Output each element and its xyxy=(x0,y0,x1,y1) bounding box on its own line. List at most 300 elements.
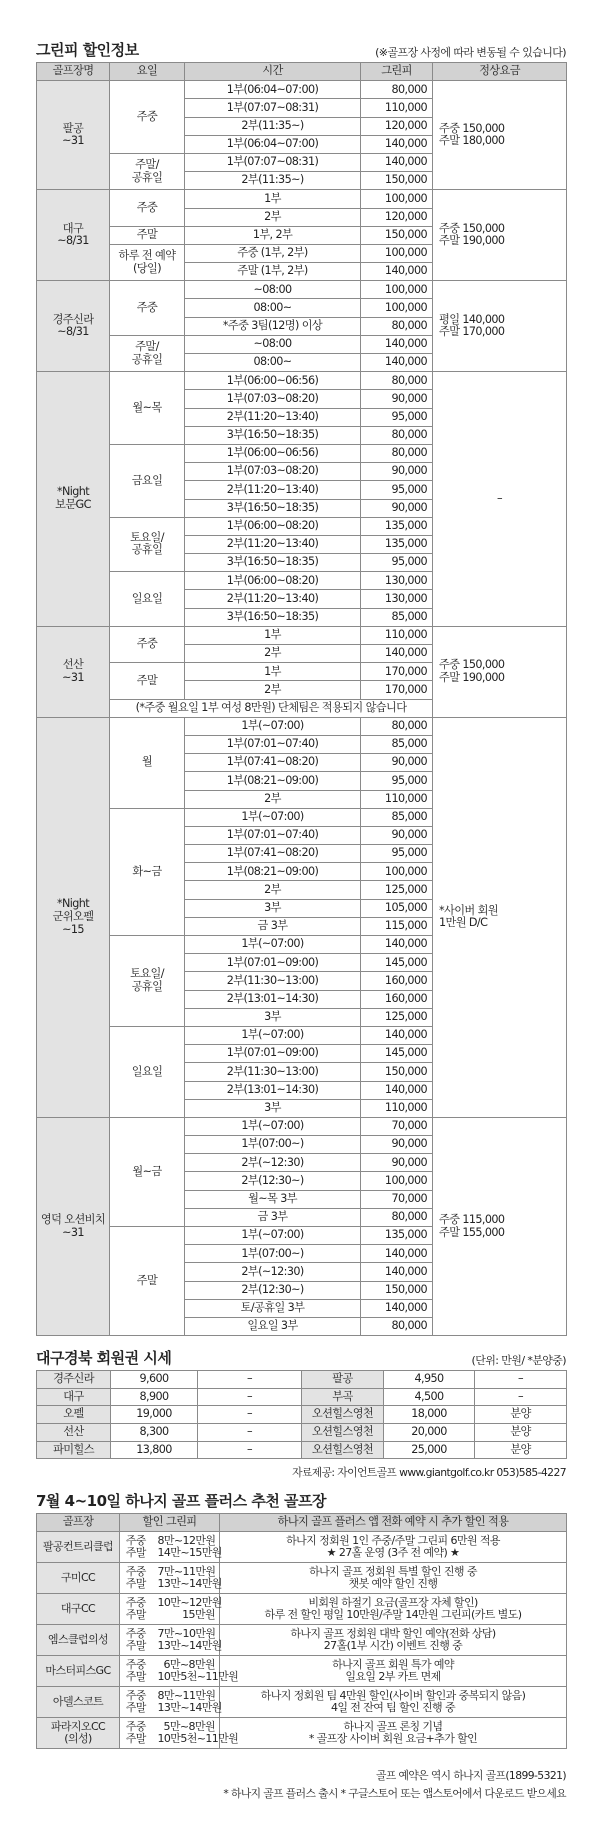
status: 분양 xyxy=(475,1423,567,1441)
day-cell: 하루 전 예약 (당일) xyxy=(110,244,185,280)
day-label: 주중 xyxy=(125,1595,146,1609)
fee-range xyxy=(152,1718,239,1749)
time-cell: 2부(~12:30) xyxy=(185,1263,361,1281)
day-label: 주중 xyxy=(125,1657,146,1671)
fee-cell: 100,000 xyxy=(361,299,433,317)
table-row xyxy=(37,1532,567,1563)
table-row xyxy=(37,1625,567,1656)
table-row xyxy=(37,717,567,735)
club-name: 오펠 xyxy=(37,1406,111,1424)
fee-cell: 90,000 xyxy=(361,390,433,408)
day-label: 주중 xyxy=(125,1564,146,1578)
regular-fee-line: 주말 170,000 xyxy=(439,325,505,339)
benefit-line: 일요일 2부 카트 면제 xyxy=(345,1670,441,1684)
fee-range xyxy=(152,1594,220,1625)
time-cell: 2부(~12:30) xyxy=(185,1154,361,1172)
section1-header xyxy=(36,42,566,60)
time-cell: 2부(11:20~13:40) xyxy=(185,408,361,426)
benefit-line: 하나지 정회원 1인 주중/주말 그린피 6만원 적용 xyxy=(286,1533,500,1547)
fee-cell: 85,000 xyxy=(361,608,433,626)
status: 분양 xyxy=(475,1406,567,1424)
benefit xyxy=(220,1625,567,1656)
time-cell: 2부(11:20~13:40) xyxy=(185,535,361,553)
fee-range xyxy=(152,1687,220,1718)
time-cell: 1부(~07:00) xyxy=(185,1117,361,1135)
regular-fee-line: 주말 155,000 xyxy=(439,1225,505,1239)
time-cell: 1부(06:00~06:56) xyxy=(185,372,361,390)
day-label: 주말 xyxy=(125,1546,146,1560)
day-label: 주중 xyxy=(125,1533,146,1547)
time-cell: 2부 xyxy=(185,681,361,699)
status: – xyxy=(475,1371,567,1389)
fee-range xyxy=(152,1625,220,1656)
fee-cell: 140,000 xyxy=(361,335,433,353)
table-row xyxy=(37,1718,567,1749)
price: 9,600 xyxy=(111,1371,198,1389)
day-cell: 화~금 xyxy=(110,808,185,935)
fee-cell: 140,000 xyxy=(361,263,433,281)
day-labels xyxy=(120,1532,152,1563)
fee-cell: 160,000 xyxy=(361,972,433,990)
fee-cell: 150,000 xyxy=(361,172,433,190)
footer xyxy=(36,1767,566,1803)
table-row xyxy=(37,626,567,644)
regular-fee-line: 주중 150,000 xyxy=(439,658,505,672)
status: – xyxy=(198,1441,302,1459)
table-row xyxy=(37,1423,567,1441)
status: – xyxy=(198,1406,302,1424)
section1-title: 그린피 할인정보 xyxy=(36,41,139,59)
section3-title: 7월 4~10일 하나지 골프 플러스 추천 골프장 xyxy=(36,1492,327,1511)
benefit-line: 4일 전 잔여 팀 할인 진행 중 xyxy=(330,1701,456,1715)
fee-cell: 80,000 xyxy=(361,717,433,735)
club-name: 대구 ~8/31 xyxy=(37,190,110,281)
fee-cell: 150,000 xyxy=(361,226,433,244)
benefit xyxy=(220,1656,567,1687)
day-label: 주말 xyxy=(125,1639,146,1653)
time-cell: *주중 3팀(12명) 이상 xyxy=(185,317,361,335)
table-row xyxy=(37,372,567,390)
fee-cell: 135,000 xyxy=(361,535,433,553)
price: 8,300 xyxy=(111,1423,198,1441)
day-cell: 주중 xyxy=(110,626,185,662)
club-name: 부곡 xyxy=(302,1388,384,1406)
time-cell: 1부(07:41~08:20) xyxy=(185,845,361,863)
day-cell: 토요일/ 공휴일 xyxy=(110,517,185,572)
day-label: 주말 xyxy=(125,1608,146,1622)
price: 13,800 xyxy=(111,1441,198,1459)
fee-line: 14만~15만원 xyxy=(157,1546,222,1560)
fee-cell: 140,000 xyxy=(361,135,433,153)
fee-cell: 105,000 xyxy=(361,899,433,917)
day-labels xyxy=(120,1563,152,1594)
fee-cell: 80,000 xyxy=(361,1208,433,1226)
fee-cell: 80,000 xyxy=(361,317,433,335)
day-cell: 월~목 xyxy=(110,372,185,445)
fee-line: 13만~14만원 xyxy=(157,1701,222,1715)
footer-line: 골프 예약은 역시 하나지 골프(1899-5321) xyxy=(376,1769,566,1783)
time-cell: 1부(~07:00) xyxy=(185,1227,361,1245)
time-cell: 2부 xyxy=(185,645,361,663)
col-fee: 그린피 xyxy=(361,63,433,81)
time-cell: 1부(~07:00) xyxy=(185,1026,361,1044)
fee-cell: 100,000 xyxy=(361,863,433,881)
time-cell: 2부(13:01~14:30) xyxy=(185,1081,361,1099)
fee-cell: 145,000 xyxy=(361,954,433,972)
club-name: 경주신라 xyxy=(37,1371,111,1389)
club-name: 대구CC xyxy=(37,1594,120,1625)
fee-cell: 130,000 xyxy=(361,590,433,608)
day-labels xyxy=(120,1718,152,1749)
time-cell: 1부(08:21~09:00) xyxy=(185,772,361,790)
time-cell: 2부(11:20~13:40) xyxy=(185,481,361,499)
col-benefit: 하나지 골프 플러스 앱 전화 예약 시 추가 할인 적용 xyxy=(220,1514,567,1532)
benefit-line: * 골프장 사이버 회원 요금+추가 할인 xyxy=(308,1732,478,1746)
time-cell: 1부(06:00~08:20) xyxy=(185,517,361,535)
fee-line: 13만~14만원 xyxy=(157,1577,222,1591)
fee-line: 10만5천~11만원 xyxy=(157,1670,239,1684)
day-cell: 주말/ 공휴일 xyxy=(110,335,185,371)
time-cell: 1부(07:01~09:00) xyxy=(185,954,361,972)
day-cell: 월 xyxy=(110,717,185,808)
day-labels xyxy=(120,1594,152,1625)
day-cell: 주중 xyxy=(110,281,185,336)
club-name: 팔공 xyxy=(302,1371,384,1389)
fee-range xyxy=(152,1563,220,1594)
fee-cell: 95,000 xyxy=(361,845,433,863)
membership-table-body xyxy=(37,1371,567,1459)
table-row xyxy=(37,1563,567,1594)
time-cell: ~08:00 xyxy=(185,335,361,353)
time-cell: 1부(07:03~08:20) xyxy=(185,463,361,481)
benefit-line: 하나지 골프 회원 특가 예약 xyxy=(332,1657,454,1671)
time-cell: 1부(06:04~07:00) xyxy=(185,81,361,99)
club-name: 아델스코트 xyxy=(37,1687,120,1718)
col-club: 골프장 xyxy=(37,1514,120,1532)
time-cell: 2부 xyxy=(185,790,361,808)
time-cell: 2부(12:30~) xyxy=(185,1172,361,1190)
fee-range xyxy=(152,1656,239,1687)
fee-line: 13만~14만원 xyxy=(157,1639,222,1653)
time-cell: 월~목 3부 xyxy=(185,1190,361,1208)
regular-fee-line: 주말 190,000 xyxy=(439,234,505,248)
fee-cell: 125,000 xyxy=(361,1008,433,1026)
fee-cell: 90,000 xyxy=(361,754,433,772)
time-cell: 1부(06:00~06:56) xyxy=(185,444,361,462)
fee-cell: 160,000 xyxy=(361,990,433,1008)
fee-cell: 100,000 xyxy=(361,244,433,262)
fee-line: 15만원 xyxy=(182,1608,215,1622)
table-row xyxy=(37,281,567,299)
time-cell: 2부(11:30~13:00) xyxy=(185,1063,361,1081)
regular-fee xyxy=(433,372,567,627)
day-cell: 일요일 xyxy=(110,572,185,627)
section3-header xyxy=(36,1493,566,1511)
day-cell: 월~금 xyxy=(110,1117,185,1226)
regular-fee-line: 1만원 D/C xyxy=(439,916,488,930)
fee-line: 7만~10만원 xyxy=(157,1626,216,1640)
time-cell: 1부(06:00~08:20) xyxy=(185,572,361,590)
fee-cell: 100,000 xyxy=(361,1172,433,1190)
club-name: 파라지오CC (의성) xyxy=(37,1718,120,1749)
fee-cell: 120,000 xyxy=(361,117,433,135)
fee-cell: 135,000 xyxy=(361,1227,433,1245)
recommend-table xyxy=(36,1513,567,1749)
fee-cell: 95,000 xyxy=(361,481,433,499)
day-label: 주말 xyxy=(125,1701,146,1715)
recommend-table-body xyxy=(37,1532,567,1749)
benefit-line: 챗봇 예약 할인 진행 xyxy=(348,1577,438,1591)
time-cell: 1부(07:07~08:31) xyxy=(185,99,361,117)
regular-fee-line: 주중 115,000 xyxy=(439,1212,505,1226)
fee-cell: 140,000 xyxy=(361,1263,433,1281)
price: 25,000 xyxy=(384,1441,475,1459)
time-cell: 08:00~ xyxy=(185,354,361,372)
time-cell: 2부(11:35~) xyxy=(185,117,361,135)
footer-line: * 하나지 골프 플러스 출시 * 구글스토어 또는 앱스토어에서 다운로드 받으세요 xyxy=(223,1787,566,1801)
fee-line: 6만~8만원 xyxy=(163,1657,215,1671)
benefit-line: ★ 27홀 운영 (3주 전 예약) ★ xyxy=(326,1546,460,1560)
fee-cell: 130,000 xyxy=(361,572,433,590)
fee-cell: 110,000 xyxy=(361,1099,433,1117)
membership-table xyxy=(36,1370,567,1459)
price: 8,900 xyxy=(111,1388,198,1406)
time-cell: 1부 xyxy=(185,663,361,681)
price: 20,000 xyxy=(384,1423,475,1441)
club-name: 팔공컨트리클럽 xyxy=(37,1532,120,1563)
day-cell: 주말 xyxy=(110,663,185,699)
time-cell: 1부(07:03~08:20) xyxy=(185,390,361,408)
benefit xyxy=(220,1594,567,1625)
time-cell: 1부 xyxy=(185,190,361,208)
day-label: 주중 xyxy=(125,1626,146,1640)
time-cell: 2부(12:30~) xyxy=(185,1281,361,1299)
col-day: 요일 xyxy=(110,63,185,81)
fee-cell: 150,000 xyxy=(361,1281,433,1299)
price: 4,950 xyxy=(384,1371,475,1389)
time-cell: 2부 xyxy=(185,881,361,899)
fee-cell: 135,000 xyxy=(361,517,433,535)
time-cell: 금 3부 xyxy=(185,917,361,935)
table-row xyxy=(37,1687,567,1718)
fee-cell: 70,000 xyxy=(361,1190,433,1208)
benefit-line: 하루 전 할인 평일 10만원/주말 14만원 그린피(카트 별도) xyxy=(264,1608,522,1622)
fee-cell: 110,000 xyxy=(361,99,433,117)
benefit-line: 하나지 골프 정회원 대박 할인 예약(전화 상담) xyxy=(290,1626,496,1640)
fee-cell: 90,000 xyxy=(361,1154,433,1172)
fee-line: 5만~8만원 xyxy=(163,1719,215,1733)
fee-cell: 140,000 xyxy=(361,1026,433,1044)
club-name: 파미힐스 xyxy=(37,1441,111,1459)
time-cell: 1부(06:04~07:00) xyxy=(185,135,361,153)
day-label: 주말 xyxy=(125,1577,146,1591)
fee-cell: 140,000 xyxy=(361,1299,433,1317)
club-name: 엠스클럽의성 xyxy=(37,1625,120,1656)
status: – xyxy=(198,1388,302,1406)
section2-header xyxy=(36,1350,566,1368)
fee-cell: 90,000 xyxy=(361,463,433,481)
benefit-line: 하나지 정회원 팀 4만원 할인(사이버 할인과 중복되지 않음) xyxy=(260,1688,526,1702)
day-cell: 주말 xyxy=(110,1227,185,1336)
section2-note: (단위: 만원/ *분양중) xyxy=(471,1354,566,1368)
fee-cell: 140,000 xyxy=(361,645,433,663)
table-row xyxy=(37,1371,567,1389)
benefit-line: 27홀(1부 시간) 이벤트 진행 중 xyxy=(323,1639,463,1653)
fee-cell: 90,000 xyxy=(361,826,433,844)
fee-cell: 100,000 xyxy=(361,190,433,208)
benefit xyxy=(220,1687,567,1718)
fee-cell: 140,000 xyxy=(361,1245,433,1263)
fee-cell: 95,000 xyxy=(361,554,433,572)
time-cell: 1부(~07:00) xyxy=(185,717,361,735)
table-row xyxy=(37,1388,567,1406)
fee-cell: 110,000 xyxy=(361,626,433,644)
day-cell: 주말 xyxy=(110,226,185,244)
fee-cell: 85,000 xyxy=(361,808,433,826)
time-cell: 1부 xyxy=(185,626,361,644)
time-cell: 2부(11:30~13:00) xyxy=(185,972,361,990)
table-row xyxy=(37,190,567,208)
day-cell: 토요일/ 공휴일 xyxy=(110,936,185,1027)
table-row xyxy=(37,1117,567,1135)
time-cell: 토/공휴일 3부 xyxy=(185,1299,361,1317)
time-cell: 1부(~07:00) xyxy=(185,808,361,826)
club-name: 오션힐스영천 xyxy=(302,1441,384,1459)
fee-cell: 70,000 xyxy=(361,1117,433,1135)
fee-cell: 140,000 xyxy=(361,1081,433,1099)
time-cell: ~08:00 xyxy=(185,281,361,299)
regular-fee-line: 주말 190,000 xyxy=(439,670,505,684)
status: 분양 xyxy=(475,1441,567,1459)
club-name: 오션힐스영천 xyxy=(302,1423,384,1441)
regular-fee xyxy=(433,281,567,372)
time-cell: 1부(07:01~07:40) xyxy=(185,826,361,844)
day-cell: 주말/ 공휴일 xyxy=(110,153,185,189)
day-cell: 주중 xyxy=(110,81,185,154)
time-cell: 1부(07:07~08:31) xyxy=(185,153,361,171)
day-labels xyxy=(120,1687,152,1718)
fee-line: 7만~11만원 xyxy=(157,1564,216,1578)
time-cell: 08:00~ xyxy=(185,299,361,317)
fee-cell: 80,000 xyxy=(361,1317,433,1335)
club-name: *Night 보문GC xyxy=(37,372,110,627)
time-cell: 주중 (1부, 2부) xyxy=(185,244,361,262)
time-cell: 3부(16:50~18:35) xyxy=(185,426,361,444)
club-name: 오션힐스영천 xyxy=(302,1406,384,1424)
regular-fee xyxy=(433,717,567,1117)
day-label: 주중 xyxy=(125,1719,146,1733)
time-cell: 1부(07:00~) xyxy=(185,1136,361,1154)
fee-cell: 125,000 xyxy=(361,881,433,899)
fee-cell: 140,000 xyxy=(361,936,433,954)
day-labels xyxy=(120,1625,152,1656)
fee-cell: 90,000 xyxy=(361,499,433,517)
fee-cell: 115,000 xyxy=(361,917,433,935)
time-cell: 1부(07:01~09:00) xyxy=(185,1045,361,1063)
col-regular: 정상요금 xyxy=(433,63,567,81)
fee-line: 8만~12만원 xyxy=(157,1533,216,1547)
club-name: 선산 xyxy=(37,1423,111,1441)
regular-fee xyxy=(433,81,567,190)
col-discount: 할인 그린피 xyxy=(120,1514,220,1532)
day-labels xyxy=(120,1656,152,1687)
day-label: 주중 xyxy=(125,1688,146,1702)
fee-cell: 110,000 xyxy=(361,790,433,808)
table-row xyxy=(37,1656,567,1687)
fee-cell: 145,000 xyxy=(361,1045,433,1063)
regular-fee-line: – xyxy=(497,491,502,505)
fee-cell: 95,000 xyxy=(361,772,433,790)
time-cell: 1부(08:21~09:00) xyxy=(185,863,361,881)
status: – xyxy=(198,1423,302,1441)
greenfee-table xyxy=(36,62,567,1336)
club-name: 마스터피스GC xyxy=(37,1656,120,1687)
time-cell: 주말 (1부, 2부) xyxy=(185,263,361,281)
fee-line: 10만5천~11만원 xyxy=(157,1732,239,1746)
price: 19,000 xyxy=(111,1406,198,1424)
fee-cell: 85,000 xyxy=(361,735,433,753)
time-cell: 3부(16:50~18:35) xyxy=(185,554,361,572)
section2-title: 대구경북 회원권 시세 xyxy=(36,1349,172,1368)
table-row xyxy=(37,81,567,99)
time-cell: 2부(13:01~14:30) xyxy=(185,990,361,1008)
time-cell: 1부(~07:00) xyxy=(185,936,361,954)
club-name: *Night 군위오펠 ~15 xyxy=(37,717,110,1117)
regular-fee-line: 주중 150,000 xyxy=(439,221,505,235)
time-cell: 일요일 3부 xyxy=(185,1317,361,1335)
fee-cell: 140,000 xyxy=(361,153,433,171)
regular-fee-line: 주중 150,000 xyxy=(439,121,505,135)
fee-cell: 90,000 xyxy=(361,1136,433,1154)
regular-fee xyxy=(433,626,567,717)
time-cell: 2부(11:35~) xyxy=(185,172,361,190)
club-name: 영덕 오션비치 ~31 xyxy=(37,1117,110,1335)
club-name: 대구 xyxy=(37,1388,111,1406)
price: 4,500 xyxy=(384,1388,475,1406)
day-label: 주말 xyxy=(125,1670,146,1684)
table-row xyxy=(37,1406,567,1424)
table-row xyxy=(37,1594,567,1625)
club-name: 팔공 ~31 xyxy=(37,81,110,190)
fee-line: 8만~11만원 xyxy=(157,1688,216,1702)
club-name: 구미CC xyxy=(37,1563,120,1594)
fee-range xyxy=(152,1532,220,1563)
benefit xyxy=(220,1563,567,1594)
fee-cell: 80,000 xyxy=(361,81,433,99)
benefit-line: 비회원 하절기 요금(골프장 자체 할인) xyxy=(308,1595,478,1609)
fee-cell: 80,000 xyxy=(361,444,433,462)
col-club: 골프장명 xyxy=(37,63,110,81)
fee-cell: 170,000 xyxy=(361,681,433,699)
time-cell: 1부, 2부 xyxy=(185,226,361,244)
regular-fee-line: 주말 180,000 xyxy=(439,134,505,148)
fee-line: 10만~12만원 xyxy=(157,1595,222,1609)
benefit-line: 하나지 골프 정회원 특별 할인 진행 중 xyxy=(309,1564,477,1578)
time-cell: 3부(16:50~18:35) xyxy=(185,608,361,626)
benefit xyxy=(220,1532,567,1563)
club-name: 경주신라 ~8/31 xyxy=(37,281,110,372)
regular-fee-line: 평일 140,000 xyxy=(439,312,505,326)
fee-cell: 100,000 xyxy=(361,281,433,299)
day-cell: 일요일 xyxy=(110,1026,185,1117)
status: – xyxy=(475,1388,567,1406)
fee-cell: 170,000 xyxy=(361,663,433,681)
fee-cell: 140,000 xyxy=(361,354,433,372)
benefit-line: 하나지 골프 론칭 기념 xyxy=(343,1719,443,1733)
regular-fee xyxy=(433,190,567,281)
regular-fee-line: *사이버 회원 xyxy=(439,903,498,917)
time-cell: 1부(07:41~08:20) xyxy=(185,754,361,772)
